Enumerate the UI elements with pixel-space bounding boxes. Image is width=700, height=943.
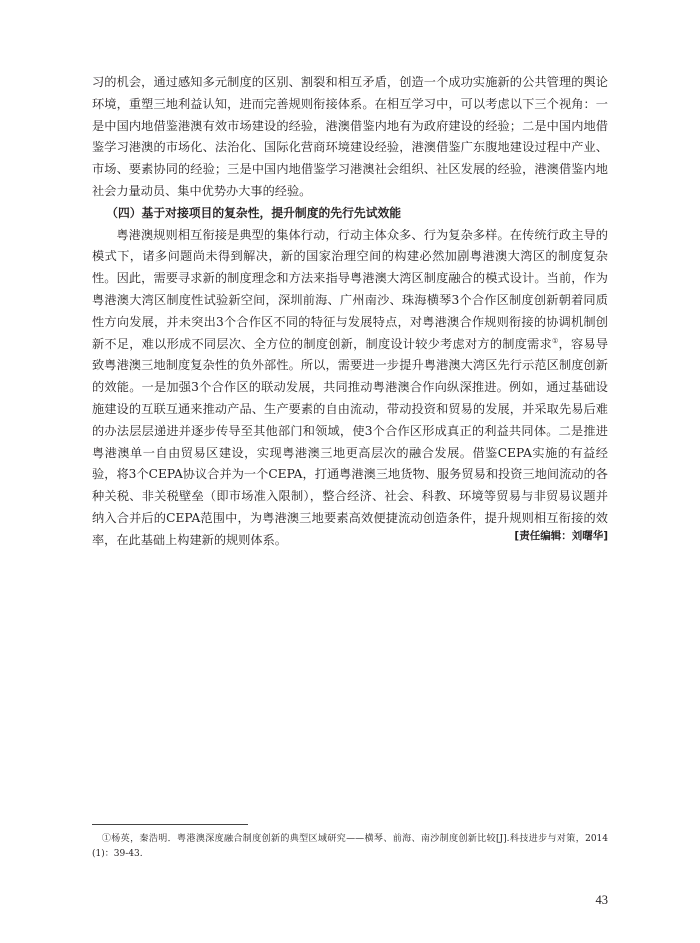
responsible-editor-note: [责任编辑：刘曙华]	[514, 530, 608, 542]
paragraph-main	[92, 225, 608, 552]
footnote: ①杨英，秦浩明．粤港澳深度融合制度创新的典型区域研究——横琴、前海、南沙制度创新比较[J].科技进步与对策，2014(1)：39-43.	[92, 834, 608, 859]
page-number: 43	[595, 893, 608, 907]
article-body	[92, 72, 608, 552]
paragraph-main-text-a: 粤港澳规则相互衔接是典型的集体行动，行动主体众多、行为复杂多样。在传统行政主导的模式下，诸多问题尚未得到解决，新的国家治理空间的构建必然加剧粤港澳大湾区的制度复杂性。因此，需要寻求新的制度理念和方法来指导粤港澳大湾区制度融合的模式设计。当前，作为粤港澳大湾区制度性试验新空间，深圳前海、广州南沙、珠海横琴3个合作区制度创新朝着同质性方向发展，并未突出3个合作区不同的特征与发展特点，对粤港澳合作规则衔接的协调机制创新不足，难以形成不同层次、全方位的制度创新，制度设计较少考虑对方的制度需求	[92, 227, 608, 351]
paragraph-main-text-b: ，容易导致粤港澳三地制度复杂性的负外部性。所以，需要进一步提升粤港澳大湾区先行示范区制度创新的效能。一是加强3个合作区的联动发展，共同推动粤港澳合作向纵深推进。例如，通过基础设施建设的互联互通来推动产品、生产要素的自由流动，带动投资和贸易的发展，并采取先易后难的办法层层递进并逐步传导至其他部门和领域，使3个合作区形成真正的利益共同体。二是推进粤港澳单一自由贸易区建设，实现粤港澳三地更高层次的融合发展。借鉴CEPA实施的有益经验，将3个CEPA协议合并为一个CEPA，打通粤港澳三地货物、服务贸易和投资三地间流动的各种关税、非关税壁垒（即市场准入限制），整合经济、社会、科教、环境等贸易与非贸易议题并纳入合并后的CEPA范围中，为粤港澳三地要素高效便捷流动创造条件，提升规则相互衔接的效率，在此基础上构建新的规则体系。	[92, 336, 609, 547]
paragraph-continuation: 习的机会，通过感知多元制度的区别、割裂和相互矛盾，创造一个成功实施新的公共管理的舆论环境，重塑三地利益认知，进而完善规则衔接体系。在相互学习中，可以考虑以下三个视角：一是中国内地借鉴港澳有效市场建设的经验，港澳借鉴内地有为政府建设的经验；二是中国内地借鉴学习港澳的市场化、法治化、国际化营商环境建设经验，港澳借鉴广东腹地建设过程中产业、市场、要素协同的经验；三是中国内地借鉴学习港澳社会组织、社区发展的经验，港澳借鉴内地社会力量动员、集中优势办大事的经验。	[92, 75, 608, 198]
footnote-divider	[92, 824, 248, 825]
footnote-reference[interactable]: ①	[552, 336, 559, 345]
section-heading: （四）基于对接项目的复杂性，提升制度的先行先试效能	[106, 205, 402, 220]
